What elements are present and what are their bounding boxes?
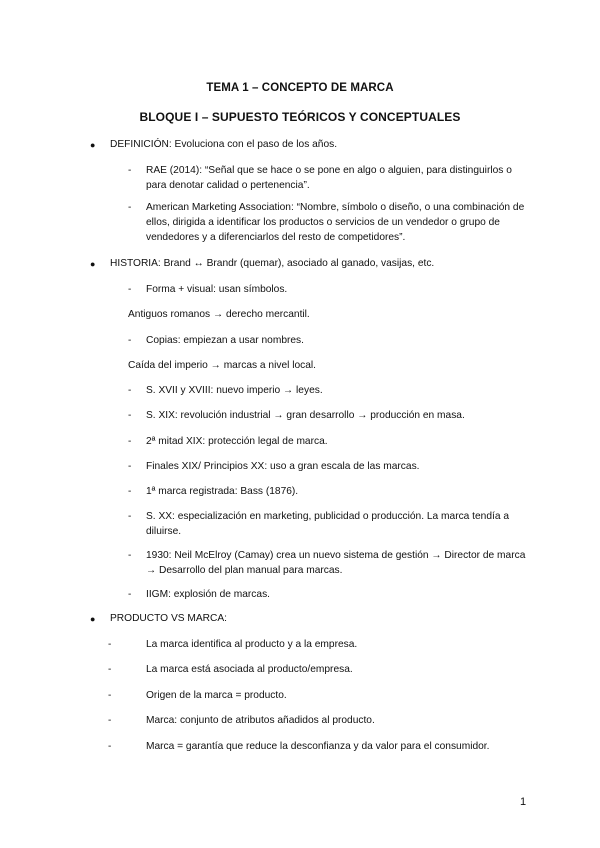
dash-icon: - xyxy=(108,715,112,726)
dash-icon: - xyxy=(128,486,132,497)
rae-line-1: RAE (2014): “Señal que se hace o se pone en algo o alguien, para distinguirlos o xyxy=(146,165,512,176)
document-subtitle: BLOQUE I – SUPUESTO TEÓRICOS Y CONCEPTUALES xyxy=(139,110,461,124)
historia-caida: Caída del imperio → marcas a nivel local. xyxy=(128,360,316,371)
dash-icon: - xyxy=(108,741,112,752)
dash-icon: - xyxy=(108,690,112,701)
bullet-icon: ● xyxy=(90,614,96,624)
dash-icon: - xyxy=(128,436,132,447)
dash-icon: - xyxy=(128,202,132,213)
dash-icon: - xyxy=(128,550,132,561)
bullet-icon: ● xyxy=(90,259,96,269)
historia-mcelroy-line-2: → Desarrollo del plan manual para marcas. xyxy=(146,565,343,576)
historia-primera: 1ª marca registrada: Bass (1876). xyxy=(146,486,299,497)
producto-heading: PRODUCTO VS MARCA: xyxy=(110,613,227,624)
producto-item: Origen de la marca = producto. xyxy=(146,690,287,701)
historia-heading: HISTORIA: Brand ↔ Brandr (quemar), asociado al ganado, vasijas, etc. xyxy=(110,258,435,269)
rae-line-2: para denotar calidad o pertenencia”. xyxy=(146,180,310,191)
producto-item: Marca = garantía que reduce la desconfianza y da valor para el consumidor. xyxy=(146,741,490,752)
historia-copias: Copias: empiezan a usar nombres. xyxy=(146,335,304,346)
producto-item: La marca identifica al producto y a la empresa. xyxy=(146,639,358,650)
dash-icon: - xyxy=(128,385,132,396)
dash-icon: - xyxy=(108,639,112,650)
document-title: TEMA 1 – CONCEPTO DE MARCA xyxy=(206,82,394,94)
dash-icon: - xyxy=(128,589,132,600)
historia-forma: Forma + visual: usan símbolos. xyxy=(146,284,288,295)
bullet-icon: ● xyxy=(90,140,96,150)
historia-s19: S. XIX: revolución industrial → gran desarrollo → producción en masa. xyxy=(146,410,465,421)
dash-icon: - xyxy=(128,410,132,421)
definicion-heading: DEFINICIÓN: Evoluciona con el paso de los años. xyxy=(110,139,338,150)
ama-line-1: American Marketing Association: “Nombre, símbolo o diseño, o una combinación de xyxy=(146,202,525,213)
page-number: 1 xyxy=(520,796,527,808)
dash-icon: - xyxy=(128,511,132,522)
producto-item: La marca está asociada al producto/empresa. xyxy=(146,664,353,675)
dash-icon: - xyxy=(108,664,112,675)
dash-icon: - xyxy=(128,461,132,472)
historia-finales: Finales XIX/ Principios XX: uso a gran escala de las marcas. xyxy=(146,461,420,472)
historia-mcelroy-line-1: 1930: Neil McElroy (Camay) crea un nuevo sistema de gestión → Director de marca xyxy=(146,550,526,561)
historia-iigm: IIGM: explosión de marcas. xyxy=(146,589,270,600)
dash-icon: - xyxy=(128,335,132,346)
historia-antiguos: Antiguos romanos → derecho mercantil. xyxy=(128,309,310,320)
historia-mitad: 2ª mitad XIX: protección legal de marca. xyxy=(146,436,328,447)
dash-icon: - xyxy=(128,165,132,176)
historia-s20-line-2: diluirse. xyxy=(146,526,182,537)
producto-item: Marca: conjunto de atributos añadidos al producto. xyxy=(146,715,375,726)
dash-icon: - xyxy=(128,284,132,295)
historia-s17: S. XVII y XVIII: nuevo imperio → leyes. xyxy=(146,385,323,396)
historia-s20-line-1: S. XX: especialización en marketing, publicidad o producción. La marca tendía a xyxy=(146,511,509,522)
ama-line-2: ellos, dirigida a identificar los productos o servicios de un vendedor o grupo de xyxy=(146,217,500,228)
ama-line-3: vendedores y a diferenciarlos del resto de competidores”. xyxy=(146,232,406,243)
